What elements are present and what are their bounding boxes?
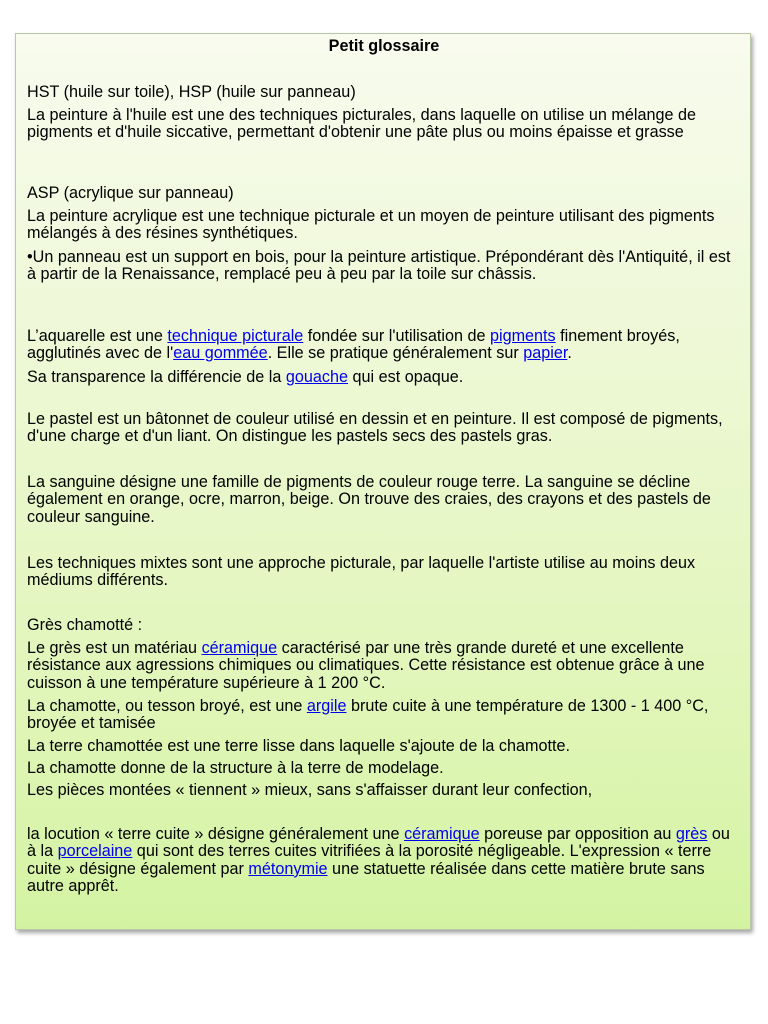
link-ceramique[interactable]: céramique [201, 639, 278, 657]
link-ceramique-2[interactable]: céramique [404, 825, 480, 843]
pieces-montees-line: Les pièces montées « tiennent » mieux, sans s'affaisser durant leur confection, [27, 781, 593, 799]
hst-heading: HST (huile sur toile), HSP (huile sur panneau) [27, 83, 356, 101]
terre-cuite-definition [27, 826, 741, 896]
gres-text: Le grès est un matériau [27, 639, 202, 657]
terre-cuite-text: poreuse par opposition au [479, 825, 676, 843]
terre-chamottee-line: La terre chamottée est une terre lisse dans laquelle s'ajoute de la chamotte. [27, 737, 570, 755]
page-title: Petit glossaire [328, 37, 440, 55]
terre-cuite-text: ou à la [27, 825, 730, 861]
gouache-text: Sa transparence la différencie de la [27, 368, 286, 386]
sanguine-definition: La sanguine désigne une famille de pigments de couleur rouge terre. La sanguine se décline également en orange, ocre, marron, beige. On trouve des craies, des crayons et des pastels de couleur sanguine. [27, 473, 711, 526]
gouache-text: qui est opaque. [348, 368, 464, 386]
aquarelle-text: fondée sur l'utilisation de [303, 327, 490, 345]
aquarelle-text: finement broyés, agglutinés avec de l' [27, 327, 680, 363]
terre-cuite-text: qui sont des terres cuites vitrifiées à la porosité négligeable. L'expression « terre cuite » désigne également par [27, 842, 712, 878]
link-eau-gommee[interactable]: eau gommée [173, 344, 268, 363]
chamotte-definition [27, 698, 741, 733]
gres-text: caractérisé par une très grande dureté et une excellente résistance aux agressions chimiques ou climatiques. Cette résistance est obtenue grâce à une cuisson à une température supérieure à 1 200 °C. [27, 639, 705, 692]
link-technique-picturale[interactable]: technique picturale [167, 327, 304, 345]
link-metonymie[interactable]: métonymie [248, 859, 328, 878]
link-papier[interactable]: papier [523, 344, 568, 363]
aquarelle-text: L’aquarelle est une [27, 327, 168, 345]
hst-definition: La peinture à l'huile est une des techniques picturales, dans laquelle on utilise un mélange de pigments et d'huile siccative, permettant d'obtenir une pâte plus ou moins épaisse et grasse [27, 106, 697, 142]
link-gouache[interactable]: gouache [285, 368, 348, 386]
asp-definition: La peinture acrylique est une technique picturale et un moyen de peinture utilisant des pigments mélangés à des résines synthétiques. [27, 207, 715, 243]
aquarelle-definition [27, 328, 741, 363]
asp-heading: ASP (acrylique sur panneau) [27, 184, 234, 202]
link-argile[interactable]: argile [306, 697, 347, 715]
terre-cuite-text: une statuette réalisée dans cette matière brute sans autre apprêt. [27, 859, 705, 896]
gres-heading: Grès chamotté : [27, 616, 143, 634]
link-pigments[interactable]: pigments [489, 327, 556, 345]
link-gres[interactable]: grès [675, 825, 708, 843]
terre-cuite-text: la locution « terre cuite » désigne généralement une [27, 825, 405, 843]
chamotte-text: La chamotte, ou tesson broyé, est une [27, 697, 307, 715]
gouache-sentence [27, 369, 741, 386]
gres-definition [27, 640, 741, 692]
aquarelle-text: . [567, 344, 572, 363]
aquarelle-text: . Elle se pratique généralement sur [267, 344, 524, 363]
pastel-definition: Le pastel est un bâtonnet de couleur utilisé en dessin et en peinture. Il est composé de pigments, d'une charge et d'un liant. On distingue les pastels secs des pastels gras. [27, 410, 723, 446]
panneau-definition: •Un panneau est un support en bois, pour la peinture artistique. Prépondérant dès l'Antiquité, il est à partir de la Renaissance, remplacé peu à peu par la toile sur châssis. [27, 248, 731, 284]
chamotte-structure-line: La chamotte donne de la structure à la terre de modelage. [27, 759, 444, 777]
link-porcelaine[interactable]: porcelaine [57, 842, 133, 861]
chamotte-text: brute cuite à une température de 1300 - 1 400 °C, broyée et tamisée [27, 697, 709, 733]
mixtes-definition: Les techniques mixtes sont une approche picturale, par laquelle l'artiste utilise au moins deux médiums différents. [27, 554, 696, 590]
